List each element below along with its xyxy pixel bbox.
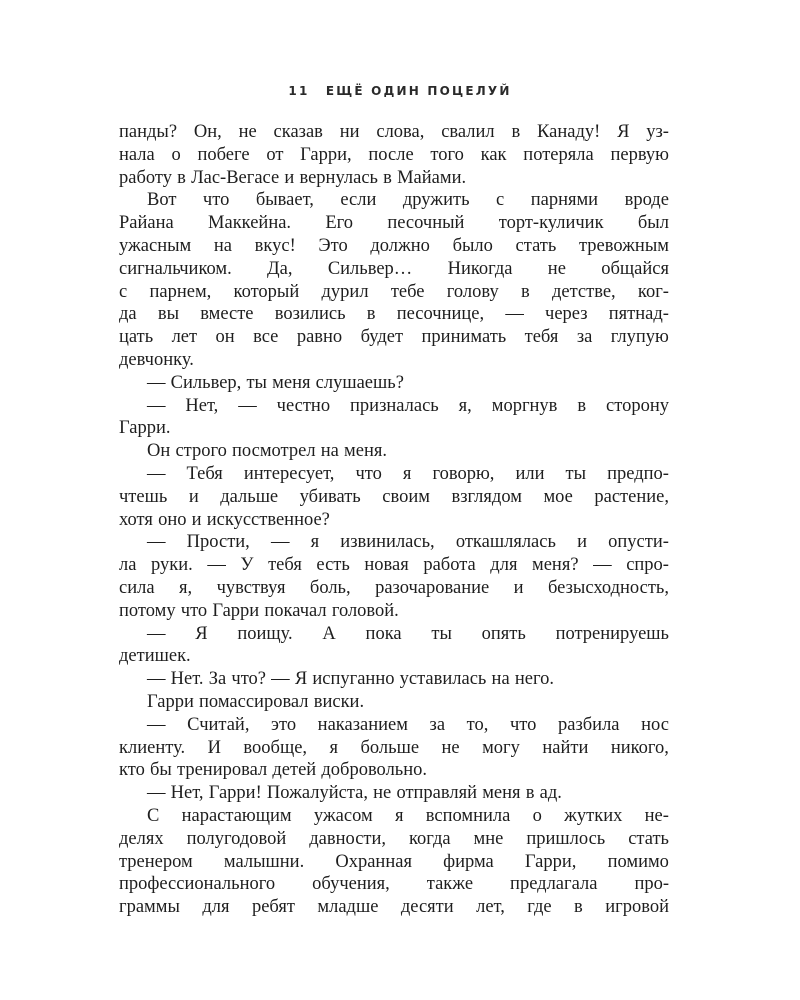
word: И: [207, 737, 221, 758]
word: испуганно: [312, 669, 395, 690]
word: в: [525, 783, 535, 804]
word: —: [147, 623, 166, 644]
word: тренировал: [177, 760, 268, 781]
word: глупую: [610, 327, 669, 348]
word: бы: [150, 760, 172, 781]
word: что: [509, 714, 537, 735]
word: Прости,: [186, 532, 250, 553]
word: спро-: [626, 555, 669, 576]
word: больше: [360, 737, 420, 758]
word: на: [320, 441, 339, 462]
word: вспомнила: [425, 805, 511, 826]
body-text: [119, 121, 669, 919]
word: стать: [628, 828, 669, 849]
word: Это: [318, 235, 348, 256]
word: за: [429, 714, 446, 735]
word: то,: [466, 714, 489, 735]
word: парнем,: [149, 281, 212, 302]
word: чтешь: [119, 486, 168, 507]
word: Канаду!: [537, 122, 601, 142]
word: на: [491, 669, 510, 690]
word: Я: [294, 669, 308, 690]
word: будет: [360, 327, 404, 348]
word: младше: [317, 897, 379, 918]
word: Пожалуйста,: [266, 783, 368, 804]
word: полугодовой: [186, 828, 287, 849]
word: в: [577, 395, 587, 416]
text-line: [119, 554, 669, 577]
word: стать: [515, 235, 557, 256]
word: фирма: [443, 851, 494, 872]
word: было: [452, 235, 493, 256]
word: в: [366, 304, 376, 325]
word: тренером: [119, 851, 193, 872]
word: девчонку.: [119, 349, 194, 370]
word: вы: [157, 304, 179, 325]
word: вроде: [624, 190, 669, 211]
word: меня: [272, 372, 311, 393]
word: что: [180, 600, 208, 621]
word: головой.: [331, 600, 399, 621]
word: Никогда: [447, 258, 513, 279]
word: помассировал: [199, 691, 309, 712]
word: предпо-: [607, 463, 669, 484]
word: также: [426, 874, 474, 895]
word: Нет,: [185, 395, 219, 416]
word: что: [202, 190, 230, 211]
word: не: [441, 737, 460, 758]
text-line: [119, 873, 669, 896]
word: в: [520, 281, 530, 302]
word: был: [637, 213, 669, 234]
word: наказанием: [317, 714, 408, 735]
word: Сильвер,: [170, 372, 242, 393]
word: —: [207, 555, 226, 576]
word: профессионального: [119, 874, 276, 895]
text-line: [119, 440, 669, 463]
word: потому: [119, 600, 176, 621]
word: обучения,: [312, 874, 390, 895]
word: Райана: [119, 213, 174, 234]
word: Я: [195, 623, 208, 644]
word: я: [402, 463, 412, 484]
word: общайся: [601, 258, 669, 279]
word: все: [253, 327, 279, 348]
word: когда: [408, 828, 451, 849]
word: давности,: [309, 828, 387, 849]
word: пятнад-: [608, 304, 669, 325]
word: первую: [610, 144, 669, 165]
word: предлагала: [510, 874, 598, 895]
word: вернулась: [299, 167, 378, 188]
word: я: [329, 737, 339, 758]
word: Сильвер…: [327, 258, 413, 279]
word: не: [547, 258, 566, 279]
word: или: [515, 463, 545, 484]
text-line: [119, 349, 669, 372]
word: руки.: [151, 555, 193, 576]
text-line: [119, 714, 669, 737]
word: боль,: [309, 577, 351, 598]
word: отправляй: [396, 783, 478, 804]
word: потеряла: [523, 144, 594, 165]
word: тебя: [268, 555, 302, 576]
word: ад.: [539, 783, 562, 804]
word: парнями: [530, 190, 599, 211]
word: откашлялась: [455, 532, 556, 553]
word: разочарование: [375, 577, 490, 598]
word: нарастающим: [181, 805, 292, 826]
word: —: [147, 532, 166, 553]
word: через: [545, 304, 588, 325]
word: разбила: [557, 714, 620, 735]
text-line: [119, 691, 669, 714]
text-line: [119, 737, 669, 760]
word: я,: [458, 395, 472, 416]
word: А: [322, 623, 336, 644]
text-line: [119, 509, 669, 532]
word: жутких: [564, 805, 623, 826]
word: если: [340, 190, 377, 211]
word: —: [147, 669, 166, 690]
word: пока: [365, 623, 402, 644]
word: за: [576, 327, 593, 348]
word: Гарри!: [208, 783, 262, 804]
text-line: [119, 189, 669, 212]
word: помимо: [607, 851, 669, 872]
text-line: [119, 303, 669, 326]
word: строго: [175, 441, 227, 462]
word: Лас-Вегасе: [191, 167, 280, 188]
word: о: [532, 805, 542, 826]
word: в: [383, 167, 392, 188]
word: с: [496, 190, 505, 211]
word: мне: [473, 828, 504, 849]
word: и: [284, 167, 295, 188]
word: после: [368, 144, 414, 165]
text-line: [119, 805, 669, 828]
text-line: [119, 258, 669, 281]
text-line: [119, 623, 669, 646]
word: —: [147, 463, 166, 484]
word: Он: [147, 441, 171, 462]
word: кто: [119, 760, 145, 781]
word: вместе: [200, 304, 254, 325]
word: пришлось: [526, 828, 606, 849]
word: посмотрел: [232, 441, 316, 462]
chapter-title: ЕЩЁ ОДИН ПОЦЕЛУЙ: [325, 84, 512, 98]
word: да: [119, 304, 137, 325]
word: вообще,: [243, 737, 308, 758]
word: Гарри: [147, 691, 194, 712]
word: это: [271, 714, 297, 735]
word: нос: [641, 714, 669, 735]
word: Он,: [193, 122, 222, 142]
word: Гарри.: [119, 418, 171, 439]
word: Маккейна.: [208, 213, 292, 234]
word: равно: [296, 327, 343, 348]
text-line: [119, 212, 669, 235]
word: безысходность,: [548, 577, 669, 598]
word: песочнице,: [396, 304, 485, 325]
word: говорю,: [432, 463, 495, 484]
word: чувствуя: [216, 577, 286, 598]
word: принимать: [421, 327, 507, 348]
text-line: [119, 167, 669, 190]
word: о: [171, 144, 181, 165]
word: покачал: [264, 600, 327, 621]
word: десяти: [400, 897, 454, 918]
word: новая: [364, 555, 409, 576]
word: не-: [644, 805, 669, 826]
word: и: [188, 486, 199, 507]
word: малышни.: [223, 851, 305, 872]
word: опусти-: [608, 532, 669, 553]
word: взглядом: [451, 486, 522, 507]
word: уставилась: [399, 669, 487, 690]
word: могу: [482, 737, 520, 758]
text-line: [119, 896, 669, 919]
word: что: [355, 463, 382, 484]
word: извинилась,: [340, 532, 435, 553]
word: сигнальчиком.: [119, 258, 232, 279]
word: побеге: [197, 144, 250, 165]
word: Его: [325, 213, 354, 234]
word: призналась: [350, 395, 439, 416]
word: дурил: [321, 281, 369, 302]
word: тебя: [524, 327, 559, 348]
word: вкус!: [254, 235, 296, 256]
word: искусственное?: [206, 509, 330, 530]
text-line: [119, 645, 669, 668]
word: где: [527, 897, 552, 918]
word: растение,: [594, 486, 669, 507]
word: для: [202, 897, 230, 918]
word: нала: [119, 144, 155, 165]
word: Гарри: [212, 600, 260, 621]
word: потренируешь: [555, 623, 669, 644]
word: честно: [276, 395, 331, 416]
word: дружить: [402, 190, 470, 211]
text-line: [119, 851, 669, 874]
text-line: [119, 395, 669, 418]
word: детей: [272, 760, 317, 781]
text-line: [119, 235, 669, 258]
text-line: [119, 782, 669, 805]
word: для: [490, 555, 518, 576]
word: и: [513, 577, 524, 598]
word: не: [373, 783, 392, 804]
word: меня: [482, 783, 521, 804]
word: детишек.: [119, 646, 191, 667]
word: ни: [339, 122, 360, 142]
word: убивать: [299, 486, 361, 507]
word: про-: [634, 874, 669, 895]
word: слушаешь?: [315, 372, 404, 393]
word: на: [213, 235, 233, 256]
text-line: [119, 417, 669, 440]
word: Майами.: [397, 167, 467, 188]
text-line: [119, 600, 669, 623]
word: тебе: [390, 281, 425, 302]
word: —: [147, 395, 166, 416]
word: слова,: [376, 122, 425, 142]
word: С: [147, 805, 160, 826]
word: У: [240, 555, 254, 576]
word: Охранная: [335, 851, 412, 872]
word: клиенту.: [119, 737, 186, 758]
word: —: [147, 372, 166, 393]
text-line: [119, 121, 669, 144]
text-line: [119, 281, 669, 304]
word: мое: [543, 486, 573, 507]
word: от: [266, 144, 284, 165]
word: ты: [565, 463, 587, 484]
word: дальше: [220, 486, 279, 507]
word: в: [511, 122, 521, 142]
word: торт-куличик: [498, 213, 604, 234]
word: работа: [423, 555, 476, 576]
word: цать: [119, 327, 154, 348]
word: поищу.: [237, 623, 293, 644]
word: сила: [119, 577, 155, 598]
word: своим: [382, 486, 430, 507]
text-line: [119, 144, 669, 167]
word: бывает,: [255, 190, 314, 211]
word: Нет.: [170, 669, 204, 690]
text-line: [119, 486, 669, 509]
word: ужасом: [313, 805, 373, 826]
word: виски.: [313, 691, 365, 712]
word: Тебя: [186, 463, 223, 484]
text-line: [119, 759, 669, 782]
word: ты: [431, 623, 452, 644]
text-line: [119, 577, 669, 600]
word: в: [177, 167, 186, 188]
text-line: [119, 531, 669, 554]
word: свалил: [441, 122, 495, 142]
word: —: [270, 532, 290, 553]
word: делях: [119, 828, 164, 849]
word: лет: [171, 327, 198, 348]
word: что?: [231, 669, 266, 690]
word: как: [480, 144, 507, 165]
word: уз-: [646, 122, 669, 142]
text-line: [119, 668, 669, 691]
word: интересует,: [243, 463, 335, 484]
word: За: [208, 669, 227, 690]
word: ла: [119, 555, 137, 576]
word: и: [577, 532, 587, 553]
word: детстве,: [551, 281, 616, 302]
word: добровольно.: [321, 760, 428, 781]
word: Нет,: [170, 783, 204, 804]
text-line: [119, 326, 669, 349]
text-line: [119, 372, 669, 395]
word: найти: [542, 737, 589, 758]
word: моргнув: [491, 395, 558, 416]
word: должно: [370, 235, 430, 256]
word: Гарри,: [524, 851, 577, 872]
word: меня?: [532, 555, 579, 576]
word: работу: [119, 167, 172, 188]
word: возились: [274, 304, 346, 325]
text-line: [119, 828, 669, 851]
text-line: [119, 463, 669, 486]
word: игровой: [605, 897, 669, 918]
word: сказав: [273, 122, 323, 142]
word: меня.: [344, 441, 387, 462]
word: голову: [446, 281, 499, 302]
word: я,: [179, 577, 193, 598]
word: не: [238, 122, 257, 142]
word: лет,: [476, 897, 505, 918]
word: граммы: [119, 897, 180, 918]
word: он: [215, 327, 235, 348]
word: с: [119, 281, 128, 302]
word: него.: [514, 669, 554, 690]
word: ког-: [637, 281, 669, 302]
word: —: [147, 783, 166, 804]
word: оно: [158, 509, 187, 530]
word: и: [191, 509, 202, 530]
word: —: [505, 304, 524, 325]
word: опять: [481, 623, 526, 644]
word: сторону: [606, 395, 669, 416]
word: в: [574, 897, 583, 918]
running-header: [0, 84, 800, 98]
word: есть: [316, 555, 350, 576]
word: Вот: [147, 190, 177, 211]
word: ужасным: [119, 235, 192, 256]
word: песочный: [387, 213, 465, 234]
word: —: [593, 555, 612, 576]
word: тревожным: [578, 235, 669, 256]
word: хотя: [119, 509, 153, 530]
word: никого,: [610, 737, 669, 758]
word: Считай,: [187, 714, 250, 735]
word: который: [233, 281, 300, 302]
word: Да,: [267, 258, 293, 279]
word: —: [147, 714, 166, 735]
word: Я: [617, 122, 630, 142]
page-number: 11: [288, 84, 310, 98]
word: того: [430, 144, 464, 165]
word: —: [238, 395, 257, 416]
word: ребят: [251, 897, 295, 918]
word: ты: [246, 372, 267, 393]
word: я: [394, 805, 404, 826]
word: панды?: [119, 122, 178, 142]
word: я: [310, 532, 320, 553]
word: Гарри,: [300, 144, 352, 165]
word: —: [271, 669, 290, 690]
